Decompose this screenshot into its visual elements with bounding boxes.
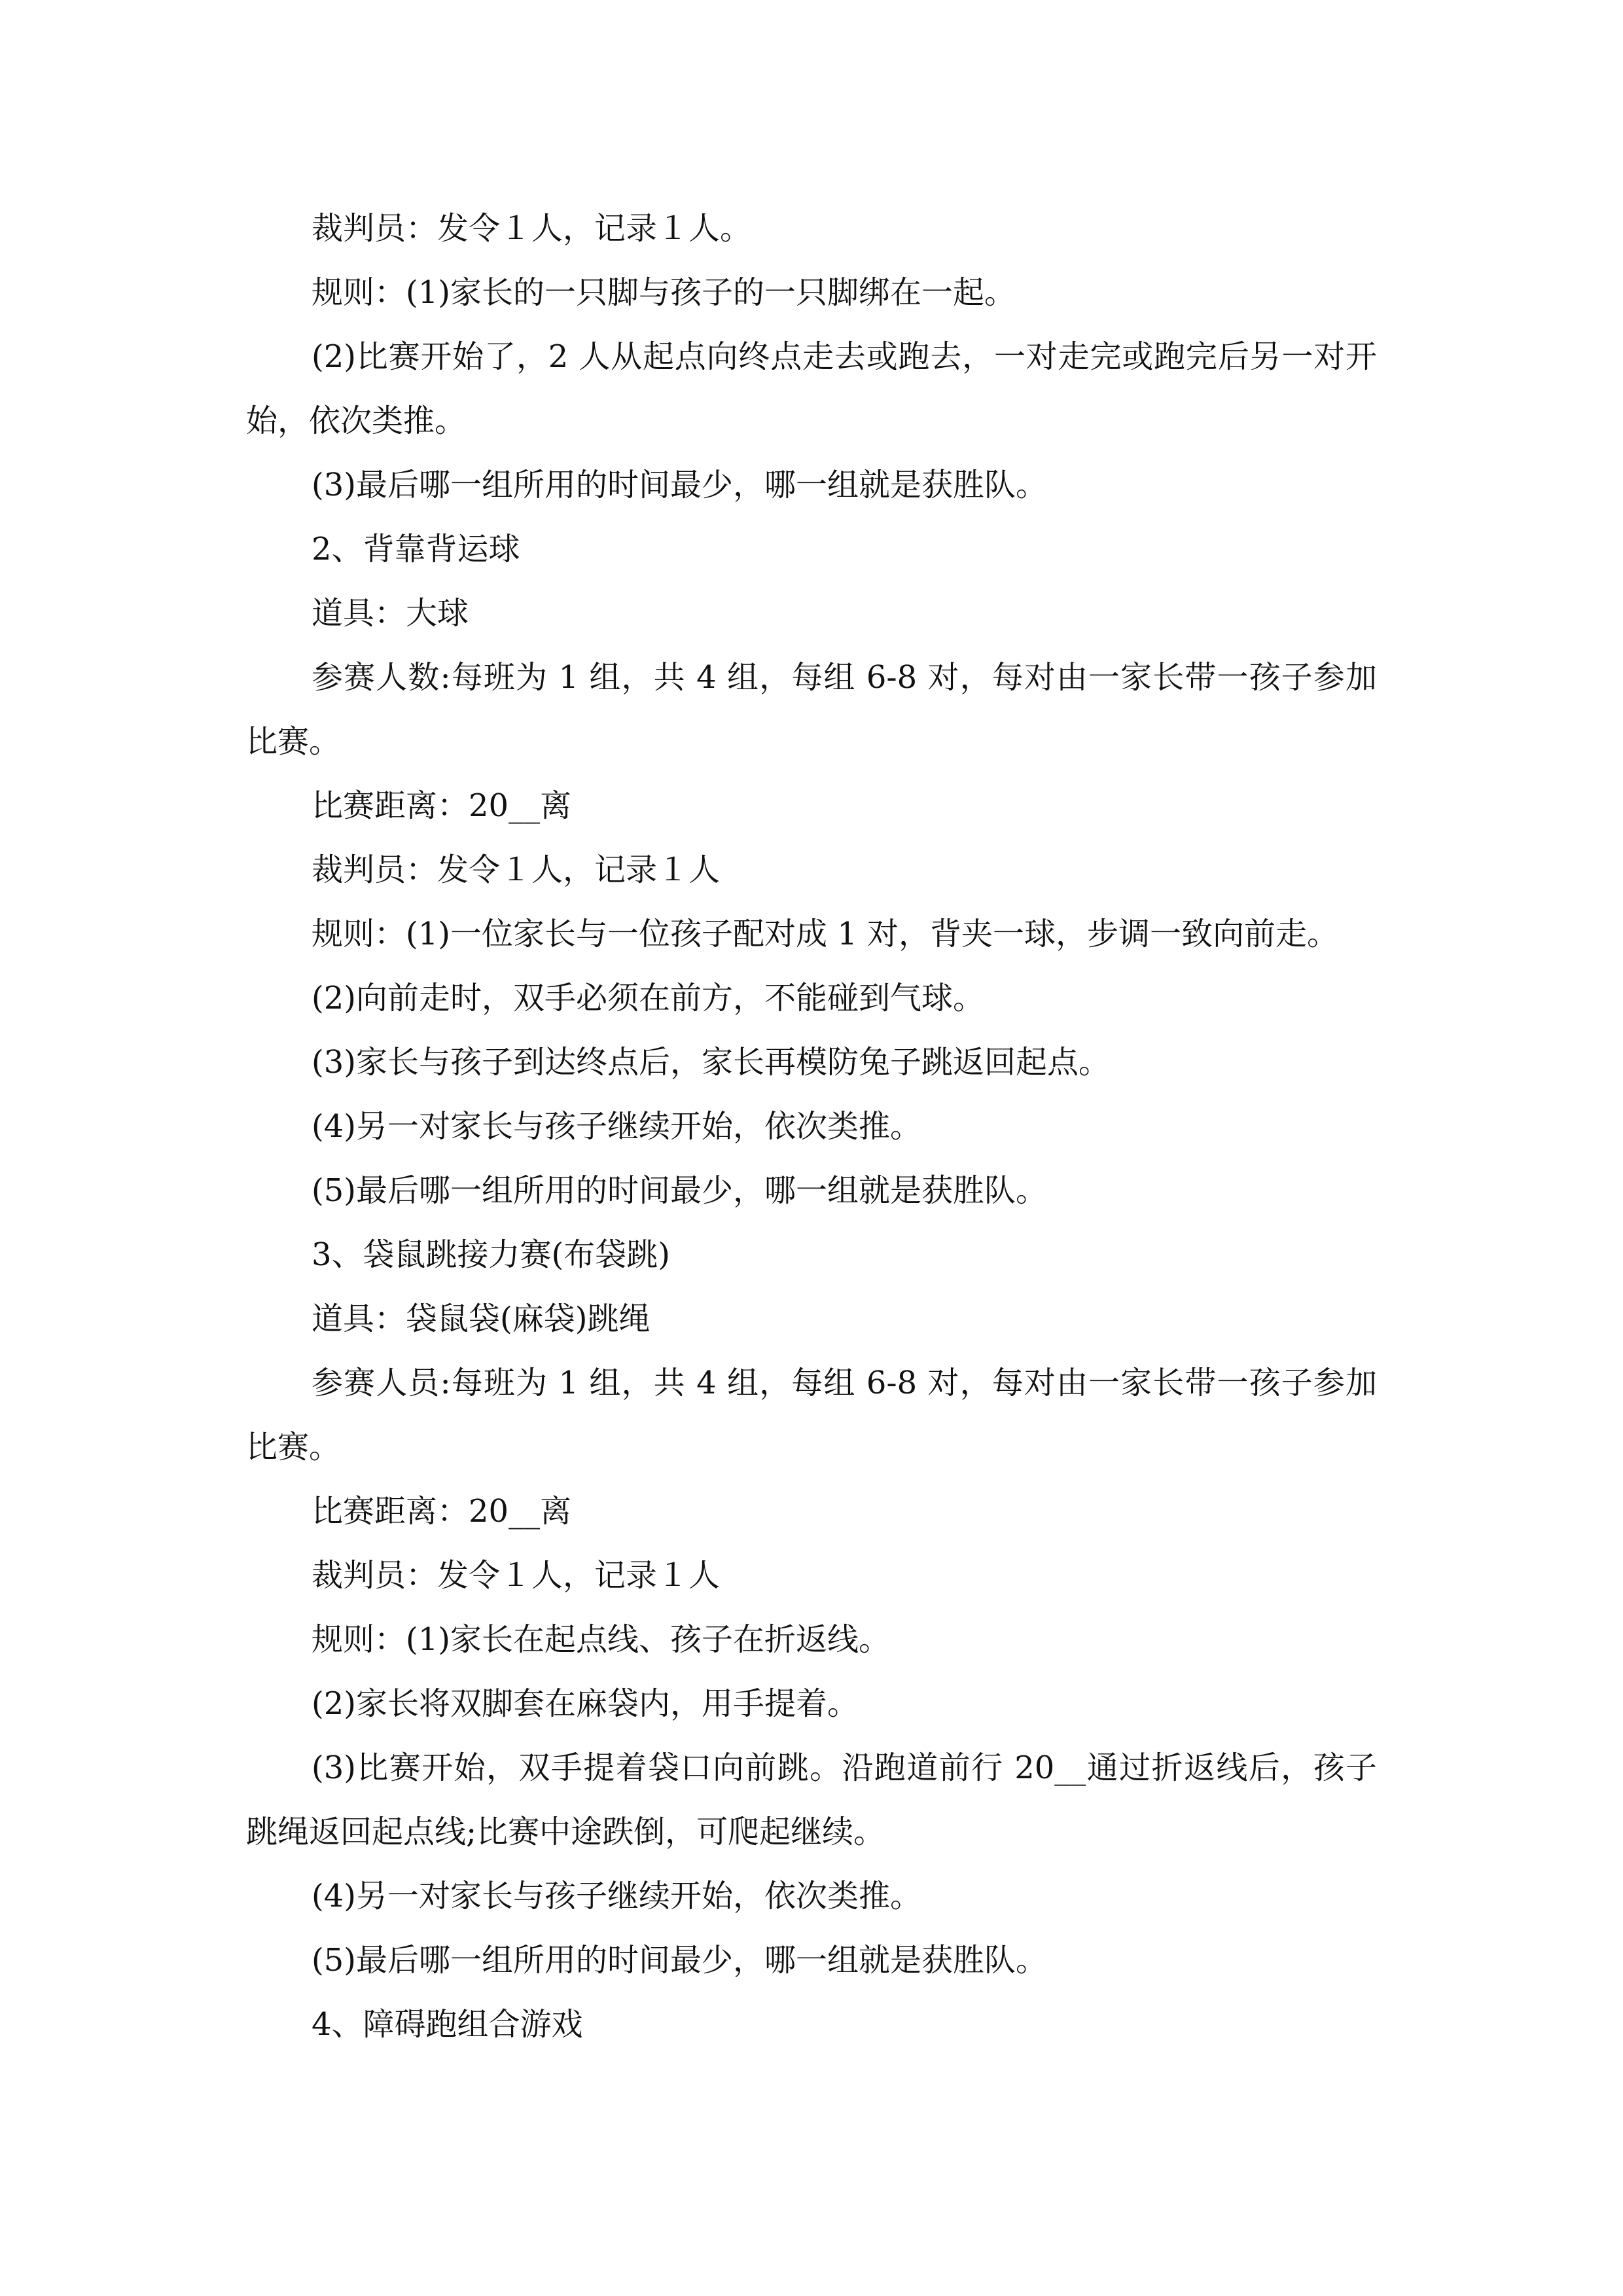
paragraph-rule-1-3: (3)最后哪一组所用的时间最少，哪一组就是获胜队。 (312, 467, 1047, 503)
paragraph-rule-2-2: (2)向前走时，双手必须在前方，不能碰到气球。 (312, 980, 984, 1016)
paragraph-referee-3: 裁判员：发令１人，记录１人 (312, 1557, 721, 1594)
paragraph-rule-3-4: (4)另一对家长与孩子继续开始，依次类推。 (312, 1878, 921, 1914)
paragraph-referee-2: 裁判员：发令１人，记录１人 (312, 852, 721, 888)
paragraph-rule-2-5: (5)最后哪一组所用的时间最少，哪一组就是获胜队。 (312, 1172, 1047, 1209)
paragraph-rule-3-3: (3)比赛开始，双手提着袋口向前跳。沿跑道前行 20__通过折返线后，孩子跳绳返回起点线;比赛中途跌倒，可爬起继续。 (246, 1749, 1377, 1850)
paragraph-rule-2-3: (3)家长与孩子到达终点后，家长再模防兔子跳返回起点。 (312, 1044, 1110, 1081)
paragraph-rule-3-1: 规则：(1)家长在起点线、孩子在折返线。 (312, 1621, 890, 1658)
paragraph-props-3: 道具：袋鼠袋(麻袋)跳绳 (312, 1300, 651, 1337)
paragraph-participants-3: 参赛人员:每班为 1 组，共 4 组，每组 6-8 对，每对由一家长带一孩子参加比赛。 (246, 1365, 1377, 1465)
section-heading-4: 4、障碍跑组合游戏 (312, 2006, 583, 2043)
paragraph-referee-1: 裁判员：发令１人，记录１人。 (312, 210, 752, 247)
paragraph-rule-2-4: (4)另一对家长与孩子继续开始，依次类推。 (312, 1108, 921, 1145)
paragraph-distance-3: 比赛距离：20__离 (312, 1493, 572, 1530)
paragraph-rule-2-1: 规则：(1)一位家长与一位孩子配对成 1 对，背夹一球，步调一致向前走。 (312, 916, 1339, 952)
paragraph-props-2: 道具：大球 (312, 595, 469, 632)
paragraph-distance-2: 比赛距离：20__离 (312, 787, 572, 824)
section-heading-2: 2、背靠背运球 (312, 531, 520, 567)
paragraph-rule-1-1: 规则：(1)家长的一只脚与孩子的一只脚绑在一起。 (312, 274, 1016, 311)
document-body (246, 196, 1377, 2056)
paragraph-rule-3-2: (2)家长将双脚套在麻袋内，用手提着。 (312, 1685, 859, 1722)
paragraph-rule-3-5: (5)最后哪一组所用的时间最少，哪一组就是获胜队。 (312, 1942, 1047, 1979)
paragraph-rule-1-2: (2)比赛开始了，2 人从起点向终点走去或跑去，一对走完或跑完后另一对开始，依次类推。 (246, 338, 1377, 439)
paragraph-participants-2: 参赛人数:每班为 1 组，共 4 组，每组 6-8 对，每对由一家长带一孩子参加比赛。 (246, 659, 1377, 760)
section-heading-3: 3、袋鼠跳接力赛(布袋跳) (312, 1236, 670, 1273)
